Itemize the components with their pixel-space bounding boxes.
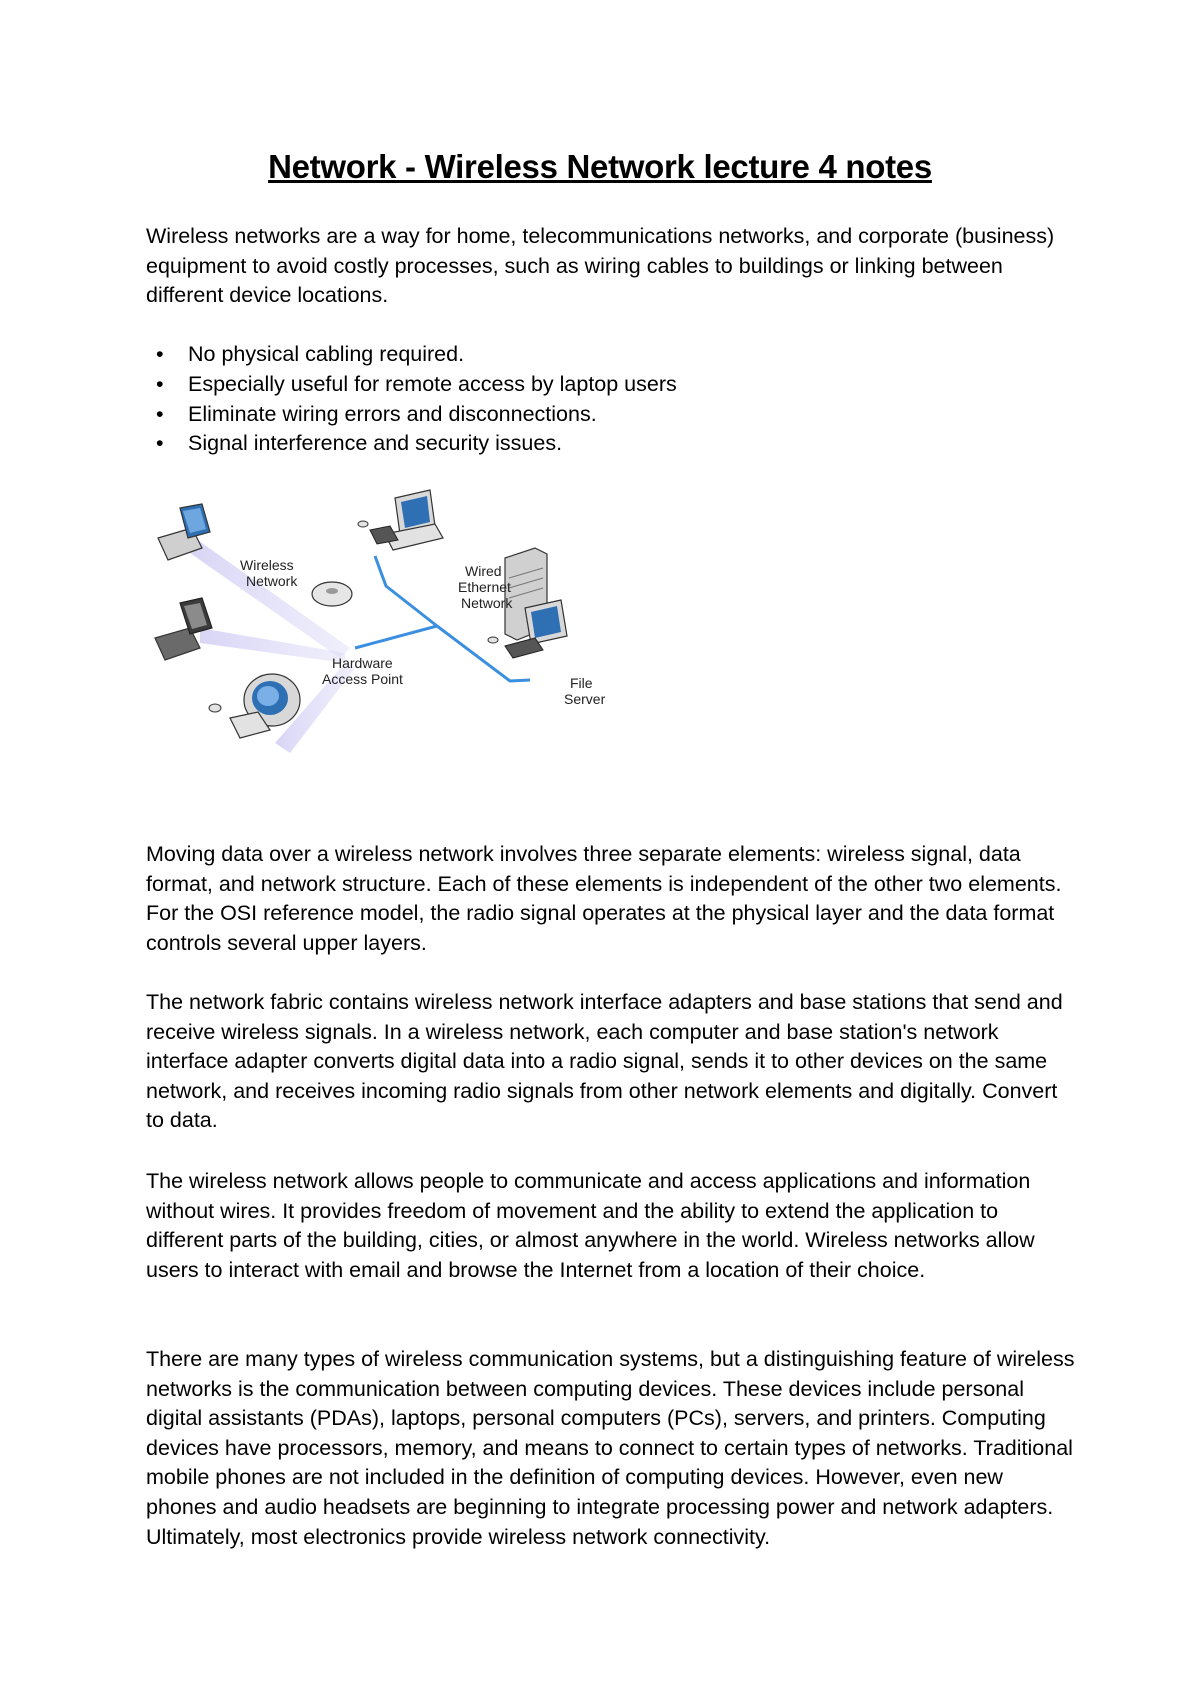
body-paragraph: There are many types of wireless communication systems, but a distinguishing feature of wireless networks is the communication between computing devices. These devices include personal digital assistants (PDAs), laptops, personal computers (PCs), servers, and printers. Computing devices have processors, memory, and means to connect to certain types of networks. Traditional mobile phones are not included in the definition of computing devices. However, even new phones and audio headsets are beginning to integrate processing power and network adapters. Ultimately, most electronics provide wireless network connectivity. bbox=[146, 1347, 1075, 1549]
wireless-label: Network bbox=[246, 573, 298, 589]
bullet-item: • No physical cabling required. bbox=[146, 340, 1046, 370]
access-point-label: Hardware bbox=[332, 655, 393, 671]
access-point-icon bbox=[312, 582, 352, 606]
network-diagram bbox=[140, 478, 660, 818]
bullet-item: • Signal interference and security issues. bbox=[146, 429, 1046, 459]
wired-label: Ethernet bbox=[458, 579, 511, 595]
wired-label: Wired bbox=[465, 563, 502, 579]
body-paragraph: The network fabric contains wireless network interface adapters and base stations that send and receive wireless signals. In a wireless network, each computer and base station's network interface adapter converts digital data into a radio signal, sends it to other devices on the same network, and receives incoming radio signals from other network elements and digitally. Convert to data. bbox=[146, 990, 1063, 1133]
body-paragraph: The wireless network allows people to communicate and access applications and information without wires. It provides freedom of movement and the ability to extend the application to different parts of the building, cities, or almost anywhere in the world. Wireless networks allow users to interact with email and browse the Internet from a location of their choice. bbox=[146, 1169, 1035, 1282]
body-paragraph: Moving data over a wireless network involves three separate elements: wireless signal, data format, and network structure. Each of these elements is independent of the other two elements. For the OSI reference model, the radio signal operates at the physical layer and the data format controls several upper layers. bbox=[146, 842, 1062, 955]
wired-label: Network bbox=[461, 595, 513, 611]
file-server-label: File bbox=[570, 675, 593, 691]
page-title: Network - Wireless Network lecture 4 notes bbox=[268, 148, 932, 185]
workstation-icon bbox=[358, 490, 443, 550]
laptop-icon bbox=[155, 598, 212, 660]
bullet-item: • Especially useful for remote access by laptop users bbox=[146, 370, 1046, 400]
intro-paragraph: Wireless networks are a way for home, telecommunications networks, and corporate (business) equipment to avoid costly processes, such as wiring cables to buildings or linking between different device locations. bbox=[146, 224, 1055, 308]
wireless-label: Wireless bbox=[240, 557, 294, 573]
access-point-label: Access Point bbox=[322, 671, 403, 687]
bullet-list bbox=[146, 340, 1046, 459]
bullet-item: • Eliminate wiring errors and disconnections. bbox=[146, 400, 1046, 430]
desktop-computer-icon bbox=[209, 674, 300, 738]
file-server-label: Server bbox=[564, 691, 606, 707]
